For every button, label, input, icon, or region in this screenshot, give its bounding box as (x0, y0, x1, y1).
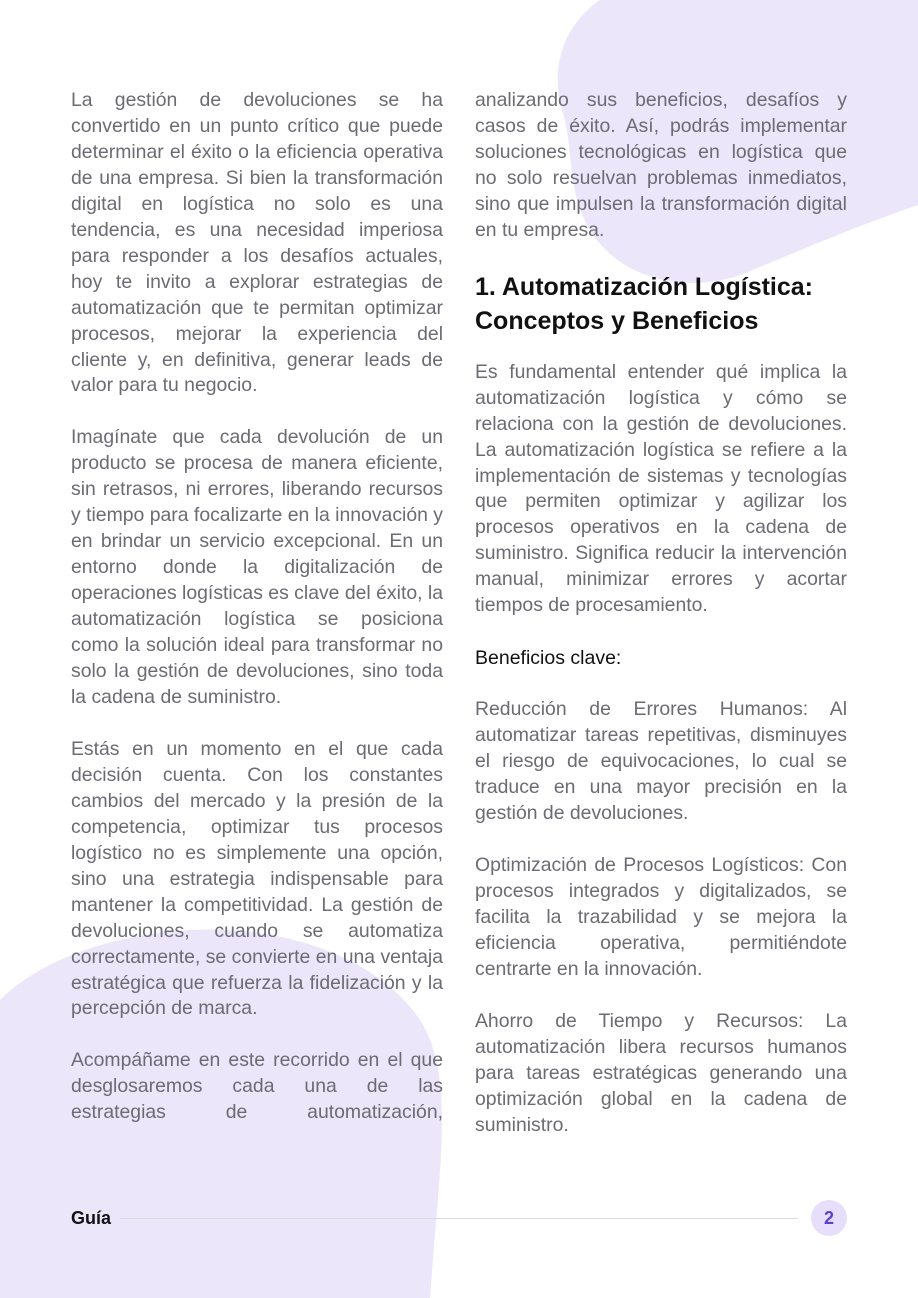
left-column (71, 88, 443, 1126)
intro-paragraph-1: La gestión de devoluciones se ha convertido en un punto crítico que puede determinar el éxito o la eficiencia operativa de una empresa. Si bien la transformación digital en logística no solo es una tendencia, es una necesidad imperiosa para responder a los desafíos actuales, hoy te invito a explorar estrategias de automatización que te permitan optimizar procesos, mejorar la experiencia del cliente y, en definitiva, generar leads de valor para tu negocio. (71, 89, 443, 397)
benefit-item: Optimización de Procesos Logísticos: Con procesos integrados y digitalizados, se facilita la trazabilidad y se mejora la eficiencia operativa, permitiéndote centrarte en la innovación. (475, 854, 847, 980)
benefits-heading: Beneficios clave: (475, 647, 622, 670)
page-number-badge (811, 1200, 847, 1236)
footer-divider (120, 1218, 798, 1219)
intro-paragraph-2: Imagínate que cada devolución de un producto se procesa de manera eficiente, sin retrasos, ni errores, liberando recursos y tiempo para focalizarte en la innovación y en brindar un servicio excepcional. En un entorno donde la digitalización de operaciones logísticas es clave del éxito, la automatización logística se posiciona como la solución ideal para transformar no solo la gestión de devoluciones, sino toda la cadena de suministro. (71, 426, 443, 708)
benefit-item: Reducción de Errores Humanos: Al automatizar tareas repetitivas, disminuyes el riesgo de equivocaciones, lo cual se traduce en una mayor precisión en la gestión de devoluciones. (475, 698, 847, 825)
continuation-paragraph: analizando sus beneficios, desafíos y casos de éxito. Así, podrás implementar soluciones tecnológicas en logística que no solo resuelvan problemas inmediatos, sino que impulsen la transformación digital en tu empresa. (475, 89, 847, 241)
intro-paragraph-4: Acompáñame en este recorrido en el que desglosaremos cada una de las estrategias de automatización, (71, 1049, 443, 1124)
page-number: 2 (823, 1207, 834, 1228)
intro-paragraph-3: Estás en un momento en el que cada decisión cuenta. Con los constantes cambios del mercado y la presión de la competencia, optimizar tus procesos logístico no es simplemente una opción, sino una estrategia indispensable para mantener la competitividad. La gestión de devoluciones, cuando se automatiza correctamente, se convierte en una ventaja estratégica que refuerza la fidelización y la percepción de marca. (71, 737, 443, 1020)
footer-label: Guía (71, 1208, 112, 1228)
right-column (475, 88, 847, 1139)
section-heading: 1. Automatización Logística: Conceptos y Beneficios (475, 272, 814, 335)
section-intro-paragraph: Es fundamental entender qué implica la automatización logística y cómo se relaciona con la gestión de devoluciones. La automatización logística se refiere a la implementación de sistemas y tecnologías que permiten optimizar y agilizar los procesos operativos en la cadena de suministro. Significa reducir la intervención manual, minimizar errores y acortar tiempos de procesamiento. (475, 360, 847, 617)
benefit-item: Ahorro de Tiempo y Recursos: La automatización libera recursos humanos para tareas estratégicas generando una optimización global en la cadena de suministro. (475, 1009, 847, 1136)
